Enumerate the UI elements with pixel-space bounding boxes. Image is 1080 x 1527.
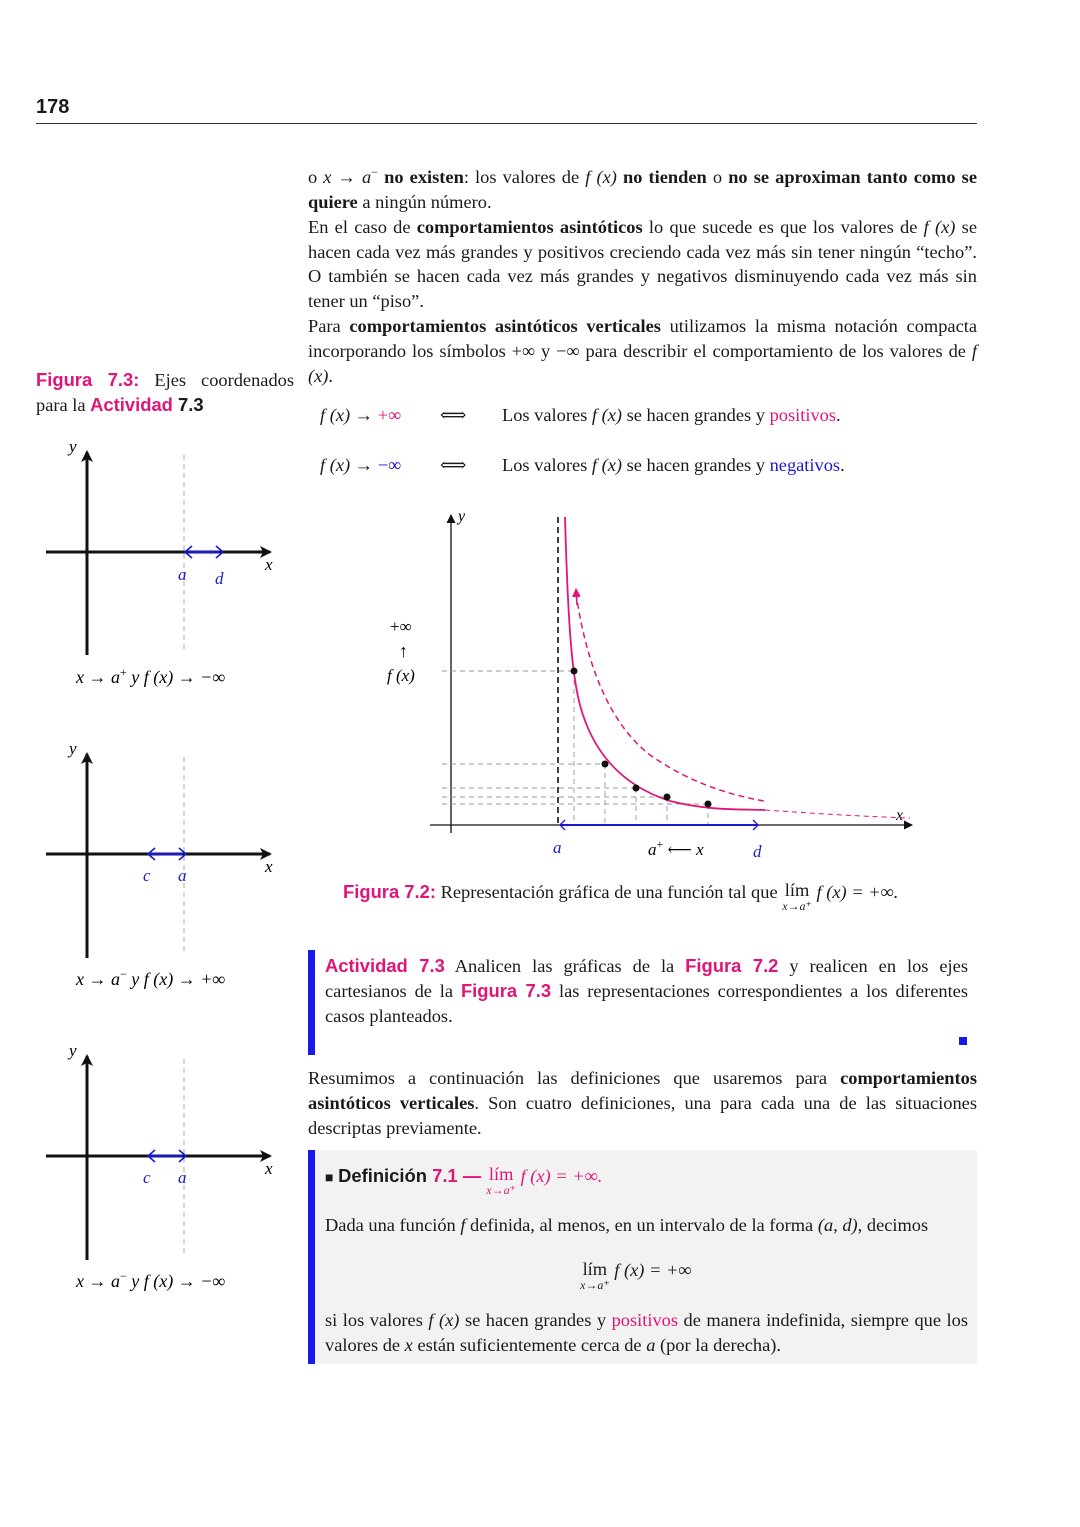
definition-paragraph-2: si los valores f (x) se hacen grandes y positivos de manera indefinida, siempre que los valores de x están suficientemente cerca de a (por la derecha). — [325, 1310, 968, 1355]
intro-paragraph-2: En el caso de comportamientos asintóticos lo que sucede es que los valores de f (x) se hacen cada vez más grandes y positivos creciendo cada vez más sin tener ningún “techo”. O también se hacen cada vez más grandes y negativos disminuyendo cada vez más sin tener un “piso”. — [308, 216, 977, 312]
point-4 — [664, 794, 671, 801]
activity-bar — [308, 950, 315, 1055]
figure-7-3-axes — [36, 430, 296, 1310]
label-d-1: d — [215, 569, 224, 588]
axes-diagram-1 — [46, 437, 273, 688]
definition-paragraph-1: Dada una función f definida, al menos, en un intervalo de la forma (a, d), decimos — [325, 1215, 929, 1235]
definition-bullet: ■ — [325, 1169, 334, 1185]
label-a-1: a — [178, 565, 187, 584]
intro-text — [308, 160, 977, 388]
point-2 — [602, 761, 609, 768]
definition-title: ■ Definición 7.1 — lím x→a⁺ f (x) = +∞. — [325, 1164, 603, 1198]
fx-label: f (x) — [387, 666, 415, 685]
page-number: 178 — [36, 96, 70, 118]
y-axis-label: y — [458, 508, 466, 525]
equivalence-positive-text: Los valores f (x) se hacen grandes y positivos. — [502, 405, 841, 425]
axes-diagram-3 — [46, 1041, 273, 1292]
curve-tail — [765, 810, 910, 818]
function-curve — [565, 517, 765, 810]
guide-lines — [442, 671, 708, 825]
equivalence-negative-text: Los valores f (x) se hacen grandes y negativos. — [502, 455, 845, 475]
figure-7-3-caption: Figura 7.3: Ejes coordenados para la Actividad 7.3 — [36, 369, 294, 415]
point-5 — [705, 801, 712, 808]
equivalence-negative: f (x) → −∞ — [320, 455, 402, 475]
caption-diagram-3: x → a− y f (x) → −∞ — [76, 1269, 226, 1291]
summary-text: Resumimos a continuación las definiciones que usaremos para comportamientos asintóticos verticales. Son cuatro definiciones, una para cada una de las situaciones descriptas previamente. — [308, 1068, 977, 1138]
point-3 — [633, 785, 640, 792]
x-label-1: x — [265, 555, 273, 574]
y-label-2: y — [69, 739, 77, 758]
label-a-3: a — [178, 1168, 187, 1187]
iff-symbol-1: ⟺ — [440, 405, 467, 425]
d-label: d — [753, 842, 762, 861]
definition-bar — [308, 1150, 315, 1364]
figure-7-2-graph — [380, 505, 940, 865]
trend-arrow — [576, 589, 577, 605]
up-arrow-label: ↑ — [399, 641, 408, 661]
plus-infinity-label: +∞ — [390, 617, 412, 636]
y-label-1: y — [69, 437, 77, 456]
caption-diagram-2: x → a− y f (x) → +∞ — [76, 967, 226, 989]
definition-display-formula: lím x→a⁺ f (x) = +∞ — [580, 1259, 692, 1293]
equivalence-positive: f (x) → +∞ — [320, 405, 402, 425]
trend-dashed — [576, 593, 764, 801]
label-c-3: c — [143, 1168, 151, 1187]
axes-diagram-2 — [46, 739, 273, 990]
label-c-2: c — [143, 866, 151, 885]
activity-end-square — [959, 1037, 967, 1045]
a-label: a — [553, 838, 562, 857]
iff-symbol-2: ⟺ — [440, 455, 467, 475]
approach-label: a+ ⟵ x — [648, 837, 704, 859]
x-axis-label: x — [896, 807, 904, 824]
x-label-2: x — [265, 857, 273, 876]
point-1 — [571, 668, 578, 675]
x-label-3: x — [265, 1159, 273, 1178]
figure-7-2-caption: Figura 7.2: Representación gráfica de una función tal que lím x→a⁺ f (x) = +∞. — [343, 880, 899, 914]
intro-paragraph-1: o x → a− no existen: los valores de f (x) no tienden o no se aproximan tanto como se quiere a ningún número. — [308, 165, 977, 212]
header-rule — [36, 123, 977, 124]
caption-diagram-1: x → a+ y f (x) → −∞ — [76, 665, 226, 687]
y-label-3: y — [69, 1041, 77, 1060]
intro-paragraph-3: Para comportamientos asintóticos verticales utilizamos la misma notación compacta incorporando los símbolos +∞ y −∞ para describir el comportamiento de los valores de f (x). — [308, 315, 978, 386]
activity-text: Actividad 7.3 Analicen las gráficas de la Figura 7.2 y realicen en los ejes cartesianos de la Figura 7.3 las representaciones correspondientes a los diferentes casos planteados. — [325, 955, 969, 1026]
label-a-2: a — [178, 866, 187, 885]
